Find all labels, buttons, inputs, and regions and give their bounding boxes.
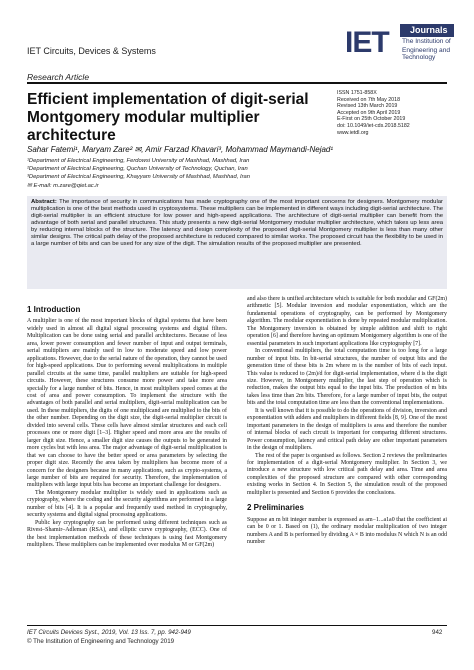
logo-line2: Engineering and Technology — [402, 47, 451, 61]
corresponding-email[interactable]: ✉ E-mail: m.zare@qiet.ac.ir — [27, 183, 99, 189]
affiliation-3: ³Department of Electrical Engineering, Khayyam University of Mashhad, Mashhad, Iran — [27, 174, 250, 180]
logo-journals: Journals — [400, 24, 454, 37]
footer-citation: IET Circuits Devices Syst., 2019, Vol. 13 Iss. 7, pp. 942-949 — [27, 629, 191, 636]
paper-title: Efficient implementation of digit-serial Montgomery modular multiplier architecture — [27, 91, 309, 144]
article-type: Research Article — [27, 72, 90, 82]
abstract-label: Abstract: — [31, 199, 57, 205]
affiliation-1: ¹Department of Electrical Engineering, Ferdowsi University of Mashhad, Mashhad, Iran — [27, 158, 250, 164]
intro-paragraph: Public key cryptography can be performed using different techniques such as Rivest–Shamir–Adleman (RSA), and elliptic curve cryptography, (ECC). One of the best implementation methods of these techniques is using fast Montgomery multipliers. These multipliers can be implemented over modulus M or GF(2m) — [27, 519, 227, 549]
intro-paragraph: The rest of the paper is organised as follows. Section 2 reviews the preliminaries for implementation of a digit-serial Montgomery multiplier. In Section 3, we introduce a new structure with low critical path delay and area. Time and area complexities of the proposed structure are compared with other corresponding existing works in Section 4. In Section 5, the simulation result of the proposed multiplier is presented and Section 6 provides the conclusions. — [247, 452, 447, 496]
column-right — [247, 296, 447, 547]
meta-doi[interactable]: doi: 10.1049/iet-cds.2018.5182 — [337, 122, 410, 129]
affiliation-2: ²Department of Electrical Engineering, Quchan University of Technology, Quchan, Iran — [27, 166, 248, 172]
meta-revised: Revised 13th March 2019 — [337, 103, 398, 110]
journal-name: IET Circuits, Devices & Systems — [27, 46, 156, 56]
section-heading-preliminaries: 2 Preliminaries — [247, 503, 304, 513]
footer-rule — [27, 625, 447, 626]
intro-paragraph: The Montgomery modular multiplier is widely used in applications such as cryptography, where the coding and the security algorithms are performed in a large number of bits [4]. It is a popular and frequently used method in cryptography, security systems and digital signal processing applications. — [27, 489, 227, 519]
logo-line1: The Institution of — [402, 38, 451, 45]
author-list: Sahar Fatemi¹, Maryam Zare² ✉, Amir Farzad Khavari³, Mohammad Maymandi-Nejad¹ — [27, 145, 334, 154]
meta-website[interactable]: www.ietdl.org — [337, 129, 369, 136]
abstract-text: The importance of security in communications has made cryptography one of the most important concerns for designers. Montgomery modular multiplication is one of the best methods used in cryptosystems. These multipliers can be implemented in different ways including digit-serial architecture. The digit-serial multiplier is an efficient structure for low power and high-speed applications. The architecture of digit-serial multiplier can benefit from the advantage of both serial and parallel structures. This study presents a new digit-serial Montgomery modular multiplier architecture, which takes up less area by reducing internal blocks of the structure. The latency and design complexity of the proposed digit-serial Montgomery multiplier is less than many other similar designs. The critical path delay of the proposed architecture is reduced compared to similar works. The proposed circuit has the flexibility to be used in a large number of bits and can be used for any size of the digit. The simulation results of the proposed multiplier are presented. — [31, 199, 443, 248]
intro-paragraph: and also there is unified architecture which is suitable for both modular and GF(2m) arithmetic [5]. Modular inversion and modular exponentiation, which are the fundamental operations of cryptography, can be performed by Montgomery algorithm. The modular exponentiation is done by repeated modular multiplication. The Montgomery inversion is obtained by simple addition and shift to right operation [6] and therefore having an optimum Montgomery algorithm is one of the essential parameters in such important applications like cryptography [7]. — [247, 296, 448, 347]
header-rule — [27, 82, 447, 84]
meta-efirst: E-First on 25th October 2019 — [337, 116, 406, 123]
logo-word: IET — [345, 26, 389, 59]
page-number: 942 — [432, 629, 443, 636]
column-left — [27, 306, 227, 550]
abstract-box — [27, 196, 447, 289]
intro-paragraph: A multiplier is one of the most important blocks of digital systems that have been widely used in almost all digital signal processing systems and digital filters. Multiplication can be done using serial and parallel architectures. Because of less area, lower power consumption and fewer number of input and output terminals, serial multipliers are mainly used in low to moderate speed and low power applications. However, due to the serial nature of the operation, they cannot be used for high-speed applications. Due to performing several multiplications in multiple parallel circuits at the same time, parallel multipliers are suitable for high-speed circuits. However, these structures consume more power and take more area specially for a large number of bits. Hence, in most multipliers speed comes at the cost of area and power consumption. To implement the structure with the advantages of both parallel and serial multipliers, digit-serial multiplication can be used. In these multipliers, the digits of one multiplicand are multiplied to the bits of the other number. Depending on the digit size, the digit-serial multiplier circuit is divided into several cells. These cells have almost similar structures and each cell processes one or more digit [1–3]. Higher speed and more area are the results of larger digit size. Hence, a smaller digit size causes the outputs to be generated in more cycles but with less area. The major advantage of digit-serial multiplication is that we can choose to have the better speed or area parameters by selecting the proper digit size. Recently the area taken by multipliers has become more of a concern for the designers because in many applications, such as crypto-systems, a large number of bits are required for security. Therefore, the implementation of multipliers with large input bits has become an important challenge for designers. — [27, 318, 227, 489]
meta-received: Received on 7th May 2018 — [337, 96, 401, 103]
intro-paragraph: It is well known that it is possible to do the operations of division, inversion and exponentiation with adders and multipliers in different fields [8, 9]. One of the most important parameters in the design of multipliers is area and therefore the number of internal blocks of each circuit is important for comparing different structures. Power consumption, latency and critical path delay are other important parameters in the design of multipliers. — [247, 407, 447, 452]
preliminaries-paragraph: Suppose an m bit integer number is expressed as am−1...a1a0 that the coefficient ai can be 0 or 1. Based on (1), the ordinary modular multiplication of two integer numbers A and B is performed by dividing A × B into modulus N which N is an odd number — [247, 516, 447, 546]
meta-accepted: Accepted on 9th April 2019 — [337, 109, 401, 116]
section-heading-introduction: 1 Introduction — [27, 305, 81, 314]
meta-issn: ISSN 1751-858X — [337, 90, 377, 96]
article-meta — [337, 90, 467, 136]
iet-logo — [340, 20, 460, 70]
footer-copyright: © The Institution of Engineering and Technology 2019 — [27, 638, 175, 645]
intro-paragraph: In conventional multipliers, the total computation time is too long for a large number of input bits. In bit-serial structures, the number of output bits and the generation time of these bits is 2m where m is the number of bits of each input. This value is reduced to (2m)/d for digit-serial implementation, where d is the digit size. However, in Montgomery multiplier, the last step of operation which is reduction, makes the output bits equal to the input bits. The production of m bits takes less time than 2m bits. Therefore, for a large number of input bits, the output bits and the total computation time are less than the conventional implementations. — [247, 348, 447, 407]
